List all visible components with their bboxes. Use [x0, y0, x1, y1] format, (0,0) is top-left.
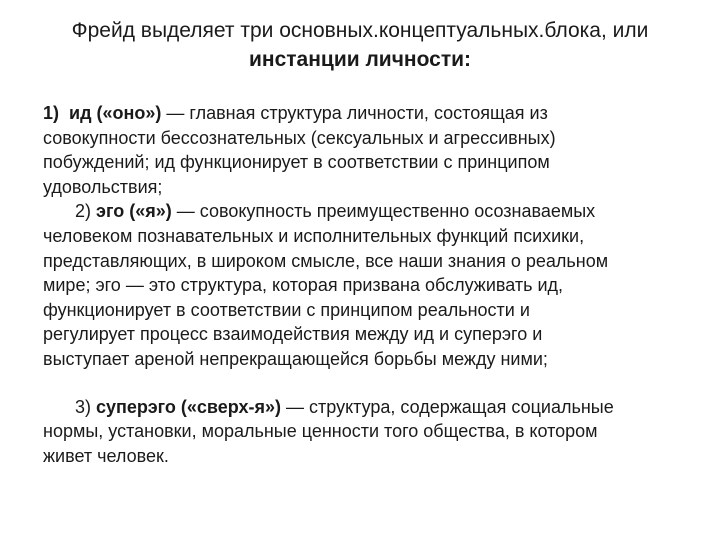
item-1-line: совокупности бессознательных (сексуальных и агрессивных)	[43, 127, 556, 148]
slide-body	[43, 101, 683, 468]
item-3-first-line	[43, 395, 683, 420]
title-line-2: инстанции личности:	[248, 48, 472, 71]
item-2-line: человеком познавательных и исполнительных функций психики,	[43, 225, 585, 246]
item-2-first-line	[43, 199, 683, 224]
item-3-line: живет человек.	[43, 445, 169, 466]
item-1-number: 1)	[43, 103, 60, 123]
item-1-term: ид («оно»)	[69, 103, 162, 123]
item-3-line: нормы, установки, моральные ценности того общества, в котором	[43, 421, 598, 442]
title-line-1: Фрейд выделяет три основных.концептуальных.блока, или	[71, 19, 649, 42]
item-3-number: 3)	[75, 396, 92, 417]
item-3-term: суперэго («сверх-я»)	[96, 396, 282, 417]
item-2-line: выступает ареной непрекращающейся борьбы между ними;	[43, 348, 548, 369]
item-2-line: функционирует в соответствии с принципом реальности и	[43, 299, 530, 320]
item-2-number: 2)	[75, 201, 92, 222]
item-1-text: — главная структура личности, состоящая из	[161, 103, 548, 123]
item-2-line: регулирует процесс взаимодействия между ид и суперэго и	[43, 324, 543, 345]
item-1-line: удовольствия;	[43, 176, 163, 197]
item-1-first-line	[43, 101, 683, 126]
slide-title	[40, 16, 680, 74]
item-2-text: — совокупность преимущественно осознаваемых	[171, 201, 596, 222]
item-1-line: побуждений; ид функционирует в соответствии с принципом	[43, 152, 550, 173]
item-3-text: — структура, содержащая социальные	[281, 396, 614, 417]
item-2-term: эго («я»)	[96, 201, 172, 222]
item-2-line: представляющих, в широком смысле, все наши знания о реальном	[43, 250, 609, 271]
item-2-line: мире; эго — это структура, которая призвана обслуживать ид,	[43, 275, 564, 296]
